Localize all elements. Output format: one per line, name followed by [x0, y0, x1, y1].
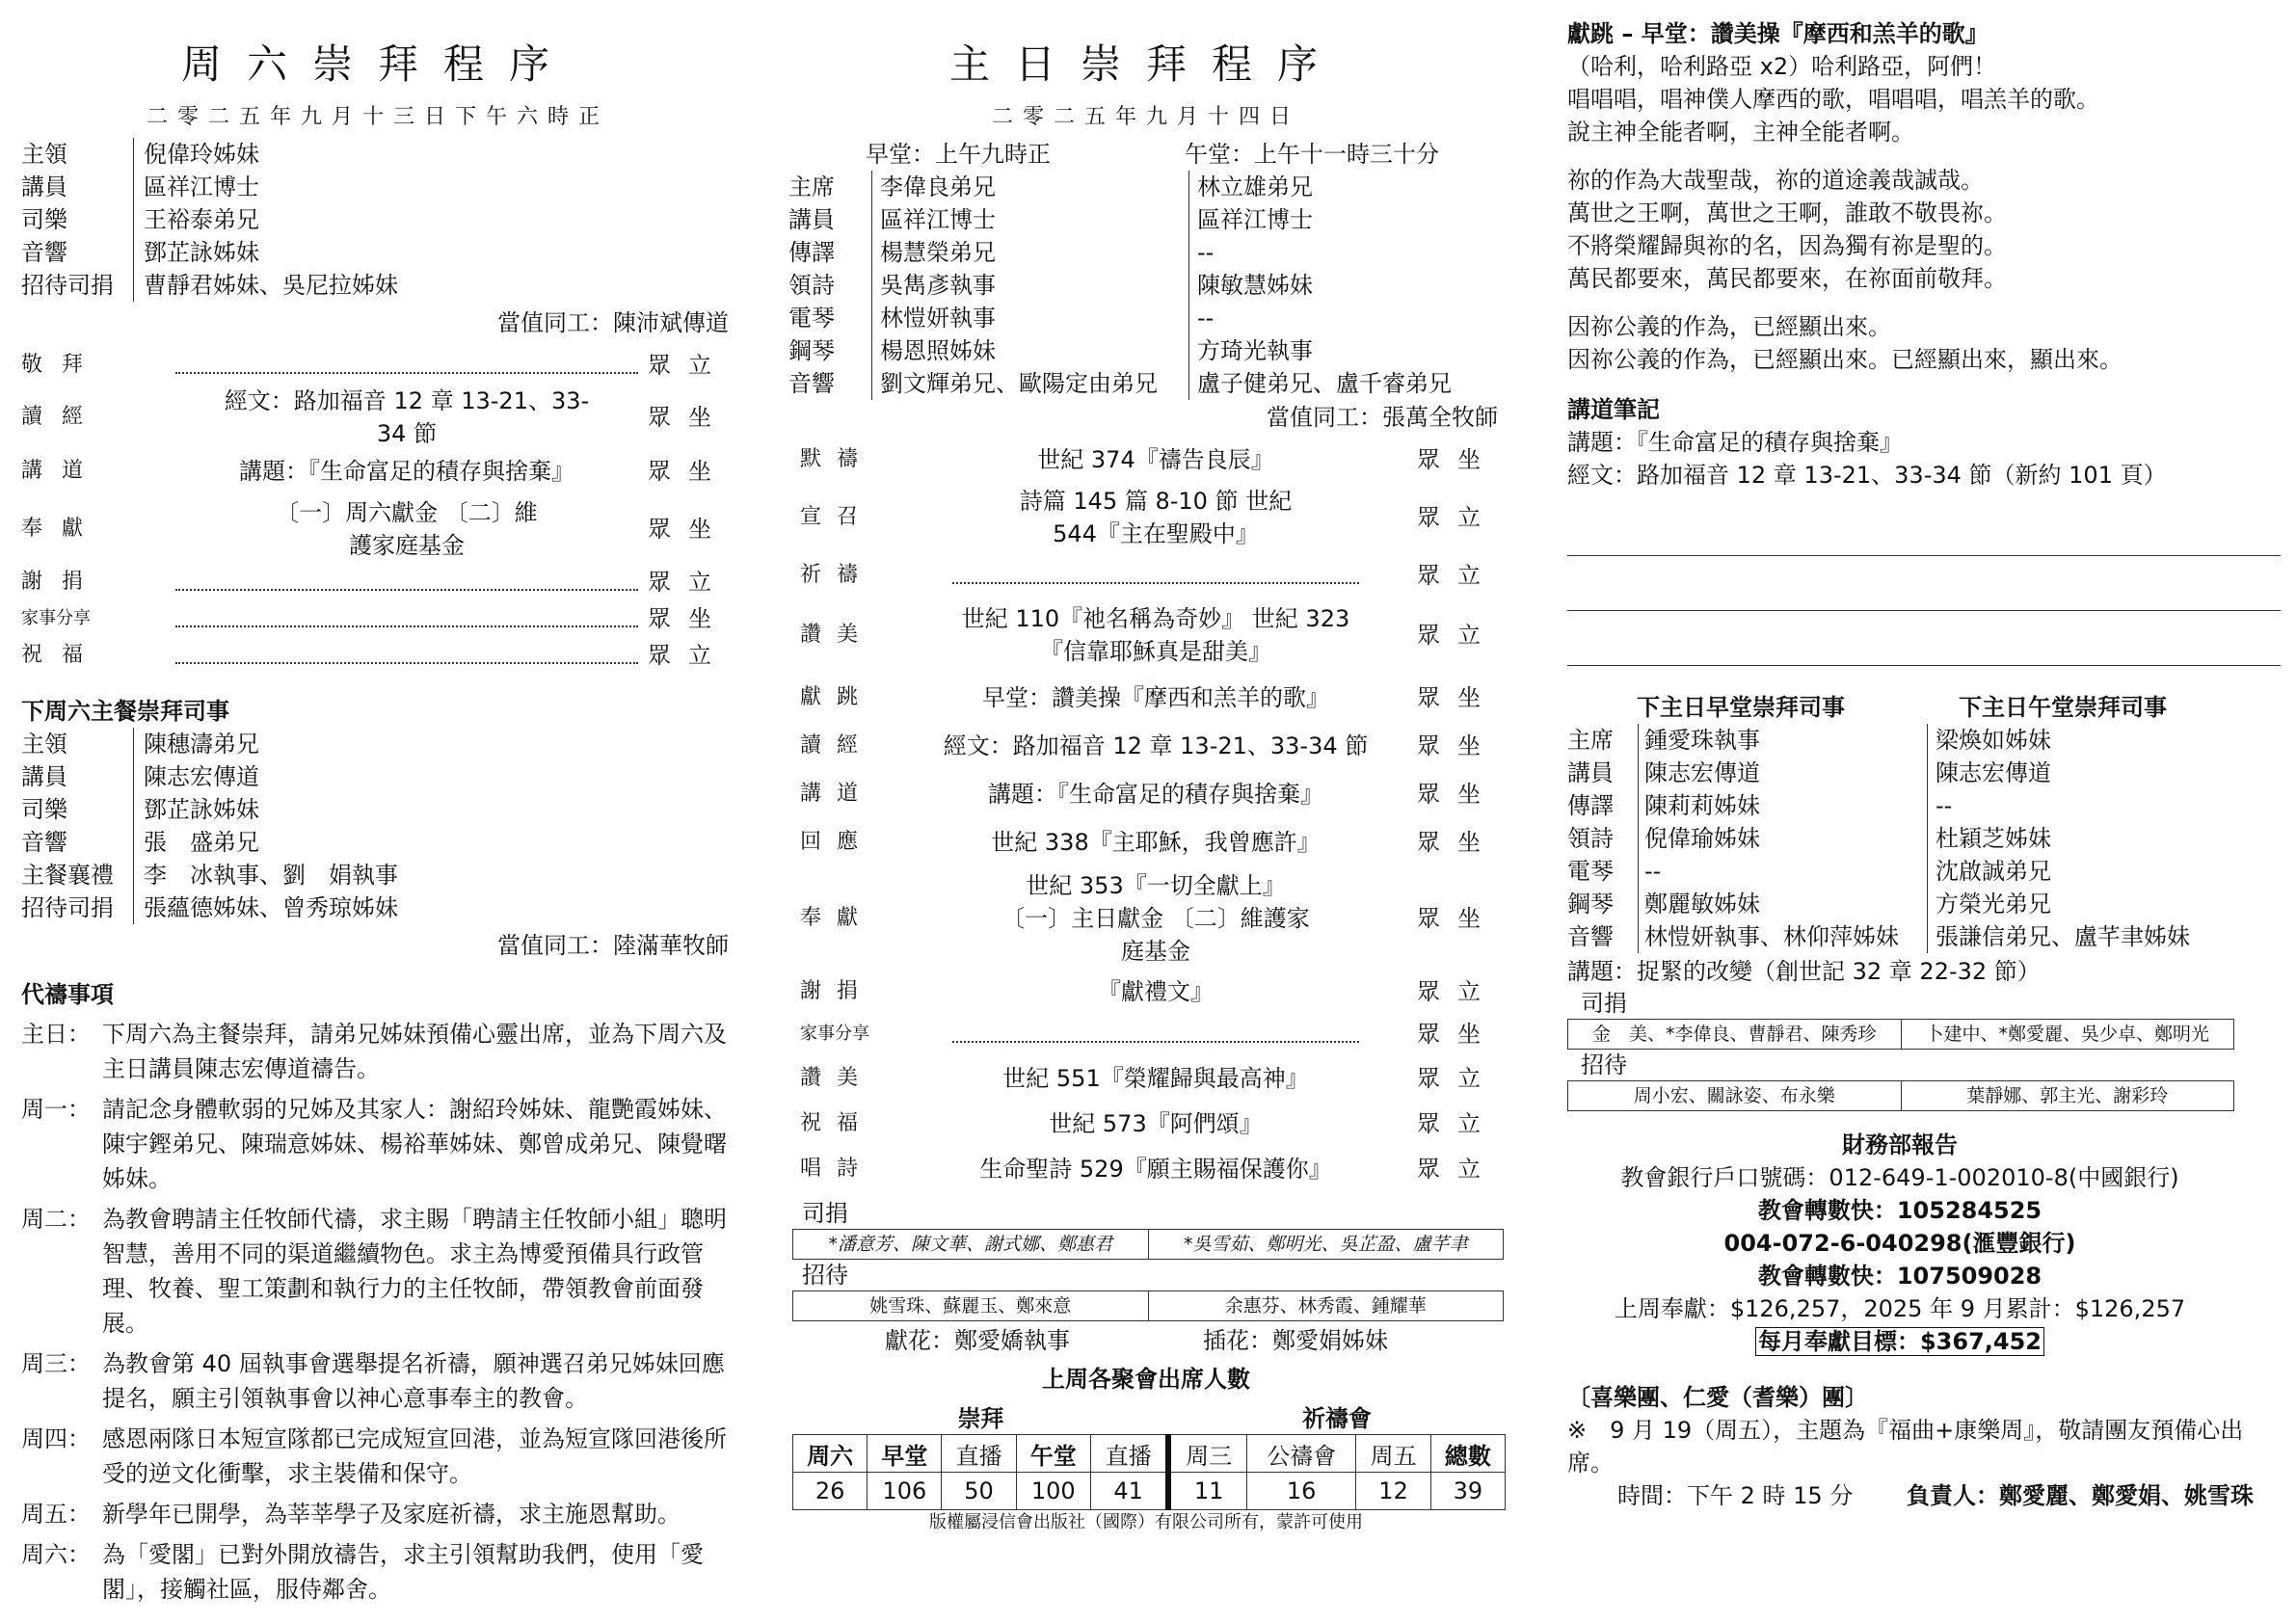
program-posture: 眾坐	[648, 516, 729, 543]
role-row	[1567, 855, 2281, 888]
bank-account-1: 教會銀行戶口號碼：012-649-1-002010-8(中國銀行)	[1620, 1164, 2179, 1191]
attendance-header: 總數	[1430, 1435, 1505, 1473]
note-line[interactable]	[1567, 556, 2281, 611]
lyric-line: 萬民都要來，萬民都要來，在祢面前敬拜。	[1567, 265, 2007, 292]
service-times	[866, 138, 1504, 171]
role-row	[21, 826, 734, 859]
role-row	[21, 203, 734, 236]
role-value: 鄧芷詠姊妹	[144, 796, 259, 823]
late-role-value: 梁煥如姊妹	[1936, 727, 2051, 754]
attendance-header-row	[793, 1435, 1506, 1473]
role-row	[788, 236, 1504, 269]
attendance-value: 12	[1356, 1473, 1430, 1510]
lyric-line: （哈利，哈利路亞 x2）哈利路亞，阿們！	[1567, 53, 1997, 80]
program-posture: 眾立	[648, 352, 729, 379]
sunday-duty: 當值同工：張萬全牧師	[1267, 404, 1498, 431]
flower-offering: 獻花：鄭愛嬌執事	[885, 1327, 1070, 1354]
late-role-value: 陳志宏傳道	[1936, 759, 2051, 786]
offering-label: 司捐	[802, 1200, 848, 1227]
role-label: 講員	[21, 760, 134, 793]
usher-label: 招待	[1581, 1051, 1627, 1078]
program-posture: 眾坐	[1417, 781, 1498, 808]
dot-leader	[175, 357, 638, 374]
fellowship-footer	[1567, 1479, 2281, 1512]
lyric-line: 不將榮耀歸與祢的名，因為獨有祢是聖的。	[1567, 232, 2007, 259]
program-row	[21, 346, 734, 385]
program-content: 經文：路加福音 12 章 13-21、33-34 節	[224, 387, 590, 447]
program-item: 奉獻	[21, 517, 103, 541]
program-row	[788, 597, 1504, 674]
program-posture: 眾坐	[1417, 684, 1498, 711]
role-label: 傳譯	[788, 236, 872, 269]
sunday-column	[788, 17, 1504, 1535]
prayer-item	[21, 1017, 734, 1086]
program-posture: 眾立	[1417, 1110, 1498, 1137]
role-value: 李 冰執事、劉 娟執事	[144, 862, 398, 889]
program-row	[788, 674, 1504, 722]
early-service-time: 早堂：上午九時正	[866, 141, 1051, 168]
program-item: 祝福	[21, 643, 103, 667]
early-role-value: --	[1639, 855, 1928, 888]
role-row	[1567, 789, 2281, 822]
program-row	[788, 1013, 1504, 1055]
role-value: 倪偉玲姊妹	[144, 141, 259, 168]
late-role-value: 林立雄弟兄	[1197, 173, 1313, 200]
program-content: 生命聖詩 529『願主賜福保護你』	[979, 1156, 1332, 1183]
role-label: 講員	[788, 203, 872, 236]
attendance-header: 午堂	[1016, 1435, 1090, 1473]
sermon-notes-text: 經文：路加福音 12 章 13-21、33-34 節（新約 101 頁）	[1567, 462, 2167, 489]
prayer-item	[21, 1497, 734, 1531]
saturday-program	[21, 346, 734, 674]
role-label: 司樂	[21, 793, 134, 826]
attendance-value: 11	[1168, 1473, 1246, 1510]
attendance-value: 106	[868, 1473, 942, 1510]
lyric-line: 說主神全能者啊，主神全能者啊。	[1567, 119, 1914, 146]
program-item: 唱詩	[800, 1157, 874, 1181]
early-usher-team: 周小宏、關詠姿、布永樂	[1633, 1085, 1835, 1106]
program-row	[788, 722, 1504, 770]
role-row	[1567, 757, 2281, 789]
program-item: 敬拜	[21, 353, 103, 377]
last-week-offering: 上周奉獻：$126,257，2025 年 9 月累計：$126,257	[1614, 1295, 2186, 1322]
early-role-value: 楊恩照姊妹	[872, 334, 1189, 367]
fellowship-time: 時間：下午 2 時 15 分	[1617, 1482, 1854, 1509]
role-row	[21, 859, 734, 891]
usher-box	[1567, 1080, 2234, 1111]
saturday-title: 周六崇拜程序	[180, 40, 574, 88]
role-label: 音響	[21, 236, 134, 269]
program-row	[788, 971, 1504, 1013]
next-saturday-title: 下周六主餐崇拜司事	[21, 698, 229, 725]
role-label: 招待司捐	[21, 269, 134, 302]
next-saturday-roles	[21, 728, 734, 924]
early-usher-team: 姚雪珠、蘇麗玉、鄭來意	[869, 1295, 1072, 1317]
program-content: 世紀 353『一切全獻上』 〔一〕主日獻金 〔二〕維護家庭基金	[1001, 872, 1310, 965]
role-label: 鋼琴	[1567, 888, 1639, 920]
role-value: 曹靜君姊妹、吳尼拉姊妹	[144, 272, 398, 299]
program-item: 講道	[21, 459, 103, 483]
role-row	[21, 760, 734, 793]
program-item: 回應	[800, 830, 874, 854]
saturday-column	[21, 17, 734, 1607]
role-row	[21, 171, 734, 203]
role-row	[1567, 920, 2281, 953]
program-item: 讚美	[800, 1066, 874, 1090]
next-sermon-topic: 講題：捉緊的改變（創世記 32 章 22-32 節）	[1567, 958, 2041, 985]
program-row	[788, 481, 1504, 554]
target-wrap	[1567, 1325, 2232, 1358]
early-role-value: 陳莉莉姊妹	[1639, 789, 1928, 822]
dot-leader	[175, 610, 638, 627]
early-role-value: 林愷妍執事	[872, 302, 1189, 334]
program-row	[788, 439, 1504, 481]
role-row	[788, 269, 1504, 302]
role-label: 司樂	[21, 203, 134, 236]
attendance-value: 100	[1016, 1473, 1090, 1510]
usher-label: 招待	[802, 1262, 848, 1289]
role-row	[788, 203, 1504, 236]
program-row	[21, 494, 734, 564]
program-item: 宣召	[800, 505, 874, 529]
program-row	[21, 637, 734, 674]
role-label: 領詩	[1567, 822, 1639, 855]
program-row	[21, 385, 734, 448]
program-row	[788, 1055, 1504, 1102]
program-posture: 眾立	[1417, 978, 1498, 1005]
program-row	[788, 866, 1504, 971]
program-item: 讀經	[800, 733, 874, 758]
prayer-text: 為教會第 40 屆執事會選舉提名祈禱，願神選召弟兄姊妹回應提名，願主引領執事會以神心意事奉主的教會。	[102, 1350, 725, 1412]
role-label: 音響	[21, 826, 134, 859]
late-role-value: --	[1197, 305, 1215, 332]
early-role-value: 吳雋彥執事	[872, 269, 1189, 302]
sunday-date: 二零二五年九月十四日	[991, 105, 1300, 129]
lyric-line: 萬世之王啊，萬世之王啊，誰敢不敬畏祢。	[1567, 200, 2007, 226]
attendance-title: 上周各聚會出席人數	[1042, 1366, 1250, 1393]
role-row	[1567, 724, 2281, 757]
flower-arranging: 插花：鄭愛娟姊妹	[1203, 1327, 1388, 1354]
prayer-list	[21, 1017, 734, 1607]
late-offering-team: 卜建中、*鄭愛麗、吳少卓、鄭明光	[1901, 1020, 2234, 1049]
role-value: 陳志宏傳道	[144, 763, 259, 790]
late-service-time: 午堂：上午十一時三十分	[1185, 141, 1439, 168]
prayer-text: 為教會聘請主任牧師代禱，求主賜「聘請主任牧師小組」聰明智慧，善用不同的渠道繼續物色。求主為博愛預備具行政管理、牧養、聖工策劃和執行力的主任牧師，帶領教會前面發展。	[102, 1206, 727, 1337]
lyric-line: 祢的作為大哉聖哉，祢的道途義哉誠哉。	[1567, 167, 1984, 194]
attendance-value-row	[793, 1473, 1506, 1510]
lyric-line: 因祢公義的作為，已經顯出來。	[1567, 313, 1891, 340]
program-content: 早堂：讚美操『摩西和羔羊的歌』	[982, 684, 1329, 711]
early-role-value: 區祥江博士	[872, 203, 1189, 236]
early-role-value: 李偉良弟兄	[872, 171, 1189, 203]
note-line[interactable]	[1567, 501, 2281, 556]
program-item: 奉獻	[800, 906, 874, 930]
late-role-value: 張謙信弟兄、盧芊聿姊妹	[1936, 923, 2190, 950]
prayer-item	[21, 1202, 734, 1341]
role-label: 招待司捐	[21, 891, 134, 924]
fellowship-leader: 負責人：鄭愛麗、鄭愛娟、姚雪珠	[1907, 1482, 2254, 1509]
prayer-text: 請記念身體軟弱的兄姊及其家人：謝紹玲姊妹、龍艷霞姊妹、陳宇鏗弟兄、陳瑞意姊妹、楊裕華姊妹、鄭曾成弟兄、陳覺曙姊妹。	[102, 1096, 727, 1192]
notes-lines	[1567, 501, 2281, 666]
role-label: 電琴	[1567, 855, 1639, 888]
program-content: 世紀 551『榮耀歸與最高神』	[1002, 1065, 1309, 1092]
role-label: 鋼琴	[788, 334, 872, 367]
prayer-day: 周二：	[21, 1206, 91, 1233]
late-usher-team: 余惠芬、林秀霞、鍾耀華	[1148, 1291, 1504, 1320]
program-item: 謝捐	[21, 570, 103, 594]
late-role-value: 方琦光執事	[1197, 337, 1313, 364]
late-role-value: --	[1936, 792, 1953, 819]
next-sunday-roles	[1567, 724, 2281, 953]
early-role-value: 林愷妍執事、林仰萍姊妹	[1639, 920, 1928, 953]
dot-leader	[952, 1025, 1359, 1043]
late-role-value: 方榮光弟兄	[1936, 891, 2051, 918]
program-posture: 眾坐	[1417, 829, 1498, 856]
late-role-value: 區祥江博士	[1197, 206, 1313, 233]
monthly-target: 每月奉獻目標：$367,452	[1755, 1327, 2044, 1356]
prayer-text: 為「愛閣」已對外開放禱告，求主引領幫助我們，使用「愛閣」，接觸社區，服侍鄰舍。	[102, 1541, 704, 1603]
program-row	[788, 1146, 1504, 1192]
attendance-header: 周五	[1356, 1435, 1430, 1473]
program-item: 獻跳	[800, 685, 874, 709]
prayer-day: 主日：	[21, 1021, 91, 1048]
program-content: 〔一〕周六獻金 〔二〕維護家庭基金	[276, 499, 538, 559]
attendance-header: 直播	[942, 1435, 1016, 1473]
program-posture: 眾立	[1417, 1156, 1498, 1183]
bank-account-2: 004-072-6-040298(滙豐銀行)	[1723, 1230, 2076, 1257]
lyrics-verse-1	[1567, 50, 2281, 148]
attendance-header: 周三	[1168, 1435, 1246, 1473]
program-item: 默禱	[800, 447, 874, 471]
saturday-roles	[21, 138, 734, 302]
sunday-roles	[788, 171, 1504, 400]
early-role-value: 倪偉瑜姊妹	[1639, 822, 1928, 855]
program-content: 講題：『生命富足的積存與捨棄』	[988, 781, 1323, 808]
program-item: 讀經	[21, 405, 103, 429]
sunday-title: 主日崇拜程序	[948, 40, 1343, 88]
sunday-program	[788, 439, 1504, 1192]
right-column	[1567, 17, 2281, 1512]
role-label: 講員	[1567, 757, 1639, 789]
early-offering-team: 金 美、*李偉良、曹靜君、陳秀珍	[1591, 1024, 1877, 1045]
attendance-value: 50	[942, 1473, 1016, 1510]
program-row	[788, 1102, 1504, 1146]
program-posture: 眾立	[648, 642, 729, 669]
attendance-header: 早堂	[868, 1435, 942, 1473]
program-row	[21, 600, 734, 637]
dot-leader	[952, 567, 1359, 584]
early-role-value: 劉文輝弟兄、歐陽定由弟兄	[872, 367, 1189, 400]
program-content: 世紀 338『主耶穌，我曾應許』	[991, 829, 1321, 856]
program-row	[788, 770, 1504, 818]
prayer-item	[21, 1092, 734, 1196]
finance-report	[1567, 1129, 2232, 1358]
role-value: 鄧芷詠姊妹	[144, 239, 259, 266]
fellowship-text: ※ 9 月 19（周五），主題為『福曲+康樂周』，敬請團友預備心出席。	[1567, 1417, 2244, 1477]
sermon-notes-topic: 講題：『生命富足的積存與捨棄』	[1567, 429, 1903, 456]
prayer-text: 感恩兩隊日本短宣隊都已完成短宣回港，並為短宣隊回港後所受的逆文化衝擊，求主裝備和保守。	[102, 1425, 727, 1487]
worship-group-label: 崇拜	[957, 1405, 1004, 1432]
role-label: 主席	[788, 171, 872, 203]
program-item: 讚美	[800, 623, 874, 647]
role-value: 陳穗濤弟兄	[144, 731, 259, 758]
role-row	[21, 891, 734, 924]
program-item: 家事分享	[21, 608, 91, 628]
prayer-group-label: 祈禱會	[1301, 1405, 1372, 1432]
next-late-title: 下主日午堂崇拜司事	[1959, 694, 2167, 721]
role-row	[21, 793, 734, 826]
lyrics-verse-3	[1567, 310, 2281, 376]
program-posture: 眾立	[1417, 1065, 1498, 1092]
usher-box	[792, 1290, 1504, 1321]
prayer-item	[21, 1422, 734, 1491]
dot-leader	[175, 573, 638, 591]
late-role-value: 沈啟誠弟兄	[1936, 858, 2051, 885]
role-row	[21, 269, 734, 302]
program-item: 祝福	[800, 1111, 874, 1135]
program-content: 世紀 110『祂名稱為奇妙』 世紀 323『信靠耶穌真是甜美』	[961, 605, 1350, 665]
program-row	[788, 554, 1504, 597]
early-role-value: 鄭麗敏姊妹	[1639, 888, 1928, 920]
program-posture: 眾坐	[1417, 446, 1498, 473]
program-row	[21, 564, 734, 600]
early-offering-team: *潘意芳、陳文華、謝式娜、鄭惠君	[828, 1234, 1112, 1255]
next-early-title: 下主日早堂崇拜司事	[1637, 694, 1845, 721]
fps-2: 教會轉數快：107509028	[1757, 1263, 2042, 1290]
offering-box	[792, 1229, 1504, 1260]
attendance-header: 周六	[793, 1435, 868, 1473]
program-content: 『獻禮文』	[1098, 978, 1214, 1005]
prayer-day: 周一：	[21, 1096, 91, 1123]
role-row	[21, 138, 734, 171]
role-row	[788, 367, 1504, 400]
late-offering-team: *吳雪茹、鄭明光、吳芷盈、盧芊聿	[1148, 1230, 1504, 1259]
role-label: 主席	[1567, 724, 1639, 757]
role-label: 音響	[788, 367, 872, 400]
program-posture: 眾坐	[648, 404, 729, 431]
program-item: 謝捐	[800, 979, 874, 1003]
prayer-title: 代禱事項	[21, 981, 114, 1008]
saturday-date: 二零二五年九月十三日下午六時正	[146, 105, 609, 129]
attendance-group-row	[793, 1398, 1506, 1435]
lyric-line: 因祢公義的作為，已經顯出來。已經顯出來，顯出來。	[1567, 346, 2122, 373]
role-row	[1567, 822, 2281, 855]
role-label: 主領	[21, 138, 134, 171]
role-value: 張 盛弟兄	[144, 829, 259, 856]
dance-title: 獻跳 – 早堂：讚美操『摩西和羔羊的歌』	[1567, 20, 1989, 47]
program-content: 經文：路加福音 12 章 13-21、33-34 節	[943, 732, 1369, 759]
prayer-day: 周三：	[21, 1350, 91, 1377]
flowers-row	[885, 1321, 1504, 1360]
role-value: 區祥江博士	[144, 173, 259, 200]
role-value: 王裕泰弟兄	[144, 206, 259, 233]
prayer-day: 周四：	[21, 1425, 91, 1452]
role-value: 張蘊德姊妹、曾秀琼姊妹	[144, 894, 398, 921]
role-label: 音響	[1567, 920, 1639, 953]
program-item: 講道	[800, 782, 874, 806]
role-label: 領詩	[788, 269, 872, 302]
attendance-value: 39	[1430, 1473, 1505, 1510]
role-label: 電琴	[788, 302, 872, 334]
prayer-item	[21, 1537, 734, 1607]
prayer-text: 下周六為主餐崇拜，請弟兄姊妹預備心靈出席，並為下周六及主日講員陳志宏傳道禱告。	[102, 1021, 727, 1082]
role-row	[788, 171, 1504, 203]
saturday-duty: 當值同工：陳沛斌傳道	[497, 309, 729, 336]
program-content: 世紀 374『禱告良辰』	[1037, 446, 1274, 473]
late-role-value: 杜穎芝姊妹	[1936, 825, 2051, 852]
next-sunday-headers	[1637, 691, 2281, 724]
program-posture: 眾立	[1417, 504, 1498, 531]
program-posture: 眾坐	[648, 605, 729, 632]
program-item: 家事分享	[800, 1024, 869, 1044]
offering-box	[1567, 1019, 2234, 1050]
role-label: 傳譯	[1567, 789, 1639, 822]
attendance-header: 直播	[1090, 1435, 1168, 1473]
late-role-value: 盧子健弟兄、盧千睿弟兄	[1197, 370, 1452, 397]
copyright-note: 版權屬浸信會出版社（國際）有限公司所有，蒙許可使用	[929, 1512, 1363, 1532]
program-content: 世紀 573『阿們頌』	[1049, 1110, 1263, 1137]
lyrics-verse-2	[1567, 164, 2281, 295]
early-role-value: 楊慧榮弟兄	[872, 236, 1189, 269]
next-saturday-duty: 當值同工：陸滿華牧師	[497, 932, 729, 959]
finance-title: 財務部報告	[1842, 1131, 1958, 1158]
role-label: 主領	[21, 728, 134, 760]
dot-leader	[175, 647, 638, 664]
offering-label: 司捐	[1581, 990, 1627, 1017]
early-role-value: 陳志宏傳道	[1639, 757, 1928, 789]
role-row	[1567, 888, 2281, 920]
role-label: 主餐襄禮	[21, 859, 134, 891]
program-posture: 眾坐	[1417, 905, 1498, 932]
program-content: 詩篇 145 篇 8-10 節 世紀 544『主在聖殿中』	[1019, 488, 1293, 547]
prayer-day: 周五：	[21, 1501, 91, 1528]
program-posture: 眾立	[648, 569, 729, 596]
program-item: 祈禱	[800, 563, 874, 587]
attendance-table	[792, 1398, 1506, 1510]
program-posture: 眾立	[1417, 622, 1498, 649]
role-row	[21, 236, 734, 269]
fps-1: 教會轉數快：105284525	[1757, 1197, 2042, 1224]
note-line[interactable]	[1567, 611, 2281, 666]
prayer-text: 新學年已開學，為莘莘學子及家庭祈禱，求主施恩幫助。	[102, 1501, 681, 1528]
late-usher-team: 葉靜娜、郭主光、謝彩玲	[1901, 1081, 2234, 1110]
program-posture: 眾立	[1417, 562, 1498, 589]
role-label: 講員	[21, 171, 134, 203]
role-row	[788, 302, 1504, 334]
program-posture: 眾坐	[1417, 1021, 1498, 1048]
attendance-value: 41	[1090, 1473, 1168, 1510]
late-role-value: 陳敏慧姊妹	[1197, 272, 1313, 299]
program-content: 講題：『生命富足的積存與捨棄』	[239, 458, 574, 485]
early-role-value: 鍾愛珠執事	[1639, 724, 1928, 757]
prayer-day: 周六：	[21, 1541, 91, 1568]
program-posture: 眾坐	[648, 458, 729, 485]
sermon-notes-title: 講道筆記	[1567, 396, 1660, 423]
role-row	[21, 728, 734, 760]
attendance-value: 16	[1246, 1473, 1356, 1510]
prayer-item	[21, 1346, 734, 1416]
attendance-header: 公禱會	[1246, 1435, 1356, 1473]
role-row	[788, 334, 1504, 367]
program-row	[21, 448, 734, 494]
fellowship-title: 〔喜樂團、仁愛（耆樂）團〕	[1567, 1384, 1868, 1411]
late-role-value: --	[1197, 239, 1215, 266]
attendance-value: 26	[793, 1473, 868, 1510]
lyric-line: 唱唱唱，唱神僕人摩西的歌，唱唱唱，唱羔羊的歌。	[1567, 86, 2099, 113]
program-posture: 眾坐	[1417, 732, 1498, 759]
program-row	[788, 818, 1504, 866]
